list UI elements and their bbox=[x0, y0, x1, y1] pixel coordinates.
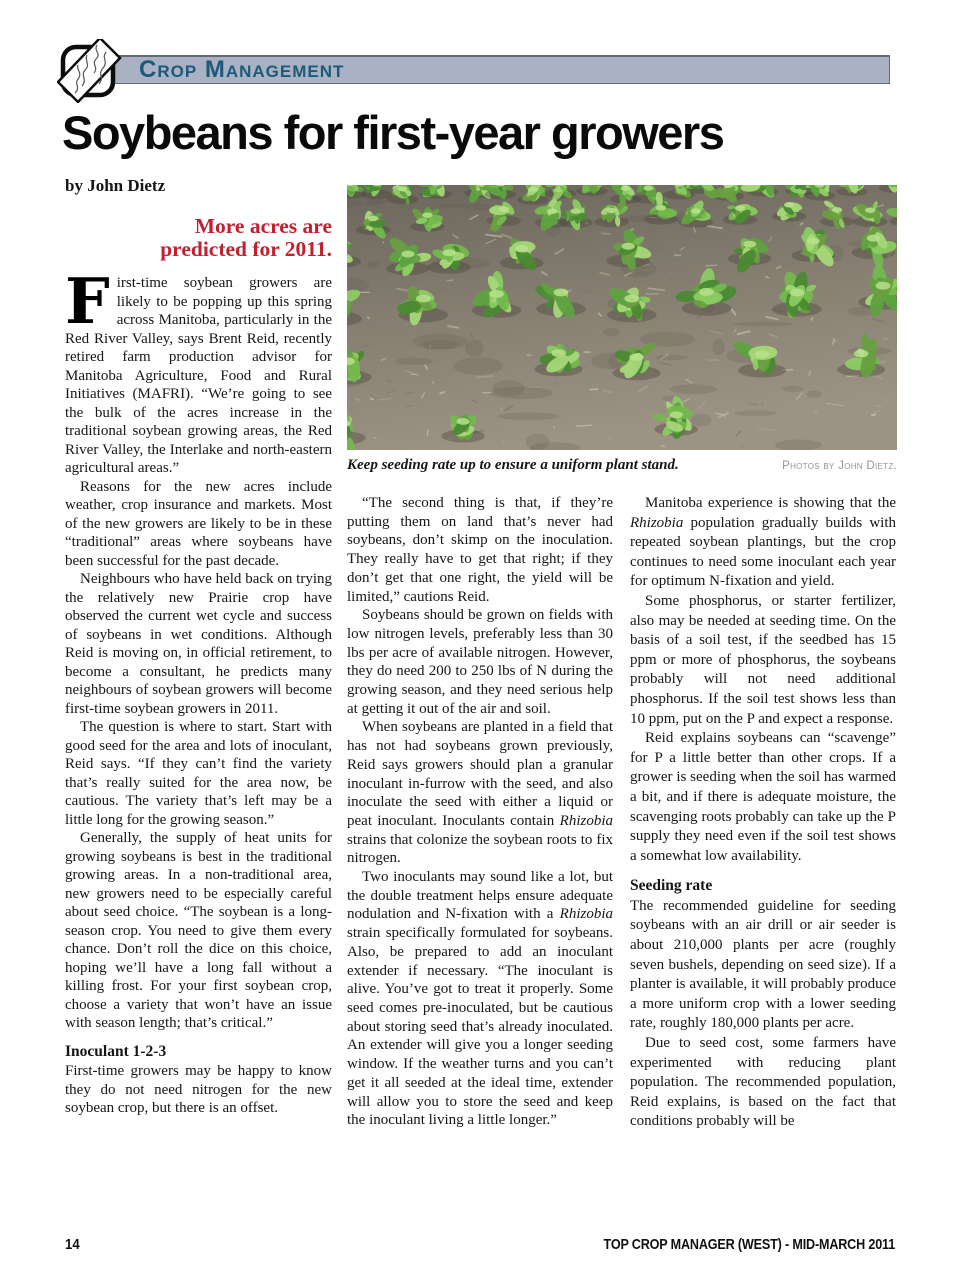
paragraph: Reasons for the new acres include weather, crop insurance and markets. Most of the new growers are likely to be in these “traditional” areas where soybeans have been successful for the past decade. bbox=[65, 478, 332, 569]
paragraph: Neighbours who have held back on trying the relatively new Prairie crop have observed the current wet cycle and success of soybeans in wet conditions. Although Reid is moving on, in official retirement, to become a consultant, he predicts many neighbours of soybean growers will become first-time soybean growers in 2011. bbox=[65, 571, 332, 717]
paragraph: Two inoculants may sound like a lot, but the double treatment helps ensure adequate nodulation and N-fixation with a Rhizobia strain specifically formulated for soybeans. Also, be prepared to add an inoculant extender if necessary. “The inoculant is alive. You’ve got to treat it properly. Some seed comes pre-inoculated, but be cautious about storing seed that’s already inoculated. An extender will give you a longer seeding window. If the weather turns and you can’t get it all seeded at the ideal time, extender will allow you to store the seed and keep the inoculant living a little longer.” bbox=[347, 869, 613, 1129]
article-figure bbox=[347, 185, 897, 474]
footer-journal-line: TOP CROP MANAGER (WEST) - MID-MARCH 2011 bbox=[603, 1236, 895, 1253]
paragraph: Some phosphorus, or starter fertilizer, also may be needed at seeding time. On the basis of a soil test, if the seedbed has 15 ppm or more of phosphorus, the soybeans probably will not need additional phosphorus. If the soil test shows less than 10 ppm, put on the P and expect a response. bbox=[630, 592, 896, 727]
photo-credit: Photos by John Dietz. bbox=[782, 460, 897, 472]
species-name: Rhizobia bbox=[559, 812, 613, 829]
paragraph: Generally, the supply of heat units for growing soybeans is best in the traditional growing areas. In a non-traditional area, new growers need to be especially careful about seed choice. “The soybean is a long-season crop. You need to give them every chance. Don’t roll the dice on this choice, hoping we’ll have a long fall without a killing frost. For your first soybean crop, choose a variety that won’t have an issue with season length; that’s critical.” bbox=[65, 830, 332, 1031]
page-footer bbox=[65, 1236, 895, 1253]
species-name: Rhizobia bbox=[559, 906, 613, 923]
subheading: Seeding rate bbox=[630, 877, 713, 895]
page-number: 14 bbox=[65, 1236, 80, 1253]
soybean-field-photo bbox=[347, 185, 897, 450]
paragraph: First-time growers may be happy to know they do not need nitrogen for the new soybean crop, but there is an offset. bbox=[65, 1063, 332, 1116]
paragraph: The recommended guideline for seeding soybeans with an air drill or air seeder is about 210,000 plants per acre (roughly seven bushels, depending on seed size). If a planter is available, it will probably produce a more uniform crop with a lower seeding rate, roughly 180,000 plants per acre. bbox=[630, 897, 896, 1032]
paragraph: Soybeans should be grown on fields with low nitrogen levels, preferably less than 30 lbs per acre of available nitrogen. However, they do need 200 to 250 lbs of N during the growing season, and they need serious help at getting it out of the air and soil. bbox=[347, 607, 613, 717]
article-title: Soybeans for first-year growers bbox=[62, 106, 724, 159]
paragraph: When soybeans are planted in a field that has not had soybeans grown previously, Reid says growers should plan a granular inoculant in-furrow with the seed, and also inoculate the seed with either a liquid or peat inoculant. Inoculants contain Rhizobia strains that colonize the soybean roots to fix nitrogen. bbox=[347, 719, 613, 867]
paragraph: Reid explains soybeans can “scavenge” for P a little better than other crops. If a grower is seeding when the soil has warmed a bit, and if there is adequate moisture, the scavenging roots probably can take up the P supply they need even if the soil test shows a somewhat low availability. bbox=[630, 730, 896, 864]
figure-caption-row bbox=[347, 457, 897, 474]
section-label: Crop Management bbox=[139, 56, 345, 83]
subheading: Inoculant 1-2-3 bbox=[65, 1042, 167, 1060]
paragraph: First-time soybean growers are likely to be popping up this spring across Manitoba, particularly in the Red River Valley, says Brent Reid, recently retired farm production advisor for Manitoba Agriculture, Food and Rural Initiatives (MAFRI). “We’re going to see the bulk of the acres increase in the traditional soybean growing areas, the Red River Valley, the Interlake and north-eastern agricultural areas.” bbox=[65, 264, 332, 476]
paragraph: Due to seed cost, some farmers have experimented with reducing plant population. The recommended population, Reid explains, is based on the fact that conditions probably will be bbox=[630, 1035, 896, 1130]
byline: by John Dietz bbox=[65, 176, 166, 195]
text-column-2 bbox=[347, 494, 613, 1130]
standfirst-line: More acres are bbox=[194, 214, 332, 238]
paragraph: Manitoba experience is showing that the Rhizobia population gradually builds with repeated soybean plantings, but the crop continues to need some inoculant each year for optimum N-fixation and yield. bbox=[630, 495, 896, 590]
paragraph: The question is where to start. Start with good seed for the area and lots of inoculant, Reid says. “If they can’t find the variety that’s really suited for the area now, be cautious. The variety that’s left may be a little long for the growing season.” bbox=[65, 719, 332, 828]
section-bar bbox=[64, 55, 890, 84]
species-name: Rhizobia bbox=[630, 514, 684, 531]
paragraph: “The second thing is that, if they’re putting them on land that’s never had soybeans, don’t skimp on the inoculation. They really have to get that right; if they don’t get that one right, the yield will be limited,” cautions Reid. bbox=[347, 495, 613, 605]
standfirst-line: predicted for 2011. bbox=[160, 237, 332, 262]
text-column-1 bbox=[65, 264, 332, 1118]
drop-cap: F bbox=[65, 264, 110, 338]
text-column-3 bbox=[630, 494, 896, 1132]
standfirst bbox=[65, 215, 332, 262]
photo-caption: Keep seeding rate up to ensure a uniform plant stand. bbox=[347, 457, 679, 473]
field-map-icon bbox=[57, 39, 123, 103]
